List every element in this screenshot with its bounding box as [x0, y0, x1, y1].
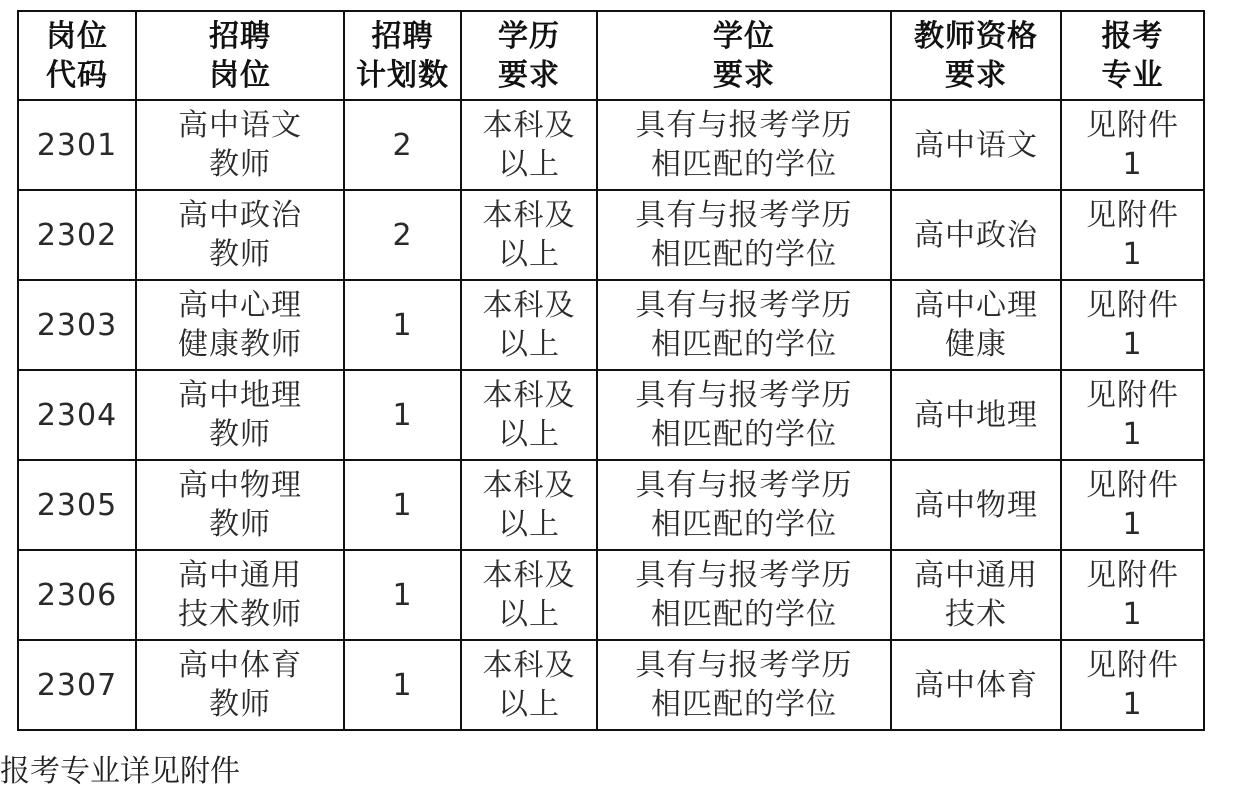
cell-text-line: 教师 [209, 237, 271, 272]
cell-plan-count [344, 280, 461, 370]
table-row [18, 280, 1204, 370]
cell-text-line: 高中通用 [178, 558, 302, 593]
cell-text-line: 1 [1122, 147, 1143, 182]
cell-text-line: 报考 [1101, 18, 1164, 54]
cell-text-line: 2305 [36, 487, 118, 523]
cell-plan-count [344, 100, 461, 190]
cell-text-line: 本科及 [482, 108, 576, 143]
cell-position [136, 640, 344, 730]
cell-position [136, 460, 344, 550]
cell-text-line: 岗位 [209, 57, 271, 93]
cell-text-line: 见附件 [1086, 288, 1179, 323]
cell-teacher-cert [891, 640, 1061, 730]
cell-code [18, 280, 136, 370]
cell-text-line: 技术教师 [178, 597, 302, 632]
cell-teacher-cert [891, 460, 1061, 550]
cell-text-line: 具有与报考学历 [635, 558, 853, 593]
cell-text-line: 以上 [498, 237, 560, 272]
cell-text-line: 本科及 [482, 198, 576, 233]
cell-code [18, 460, 136, 550]
cell-text-line: 2304 [36, 397, 118, 433]
cell-position [136, 280, 344, 370]
cell-degree [597, 190, 891, 280]
cell-degree [597, 280, 891, 370]
cell-text-line: 本科及 [482, 288, 576, 323]
cell-teacher-cert [891, 100, 1061, 190]
cell-major [1061, 550, 1204, 640]
cell-text-line: 1 [392, 577, 413, 613]
cell-text-line: 具有与报考学历 [635, 378, 853, 413]
cell-education [461, 190, 597, 280]
cell-text-line: 健康教师 [178, 327, 302, 362]
cell-position [136, 100, 344, 190]
cell-text-line: 相匹配的学位 [651, 507, 837, 542]
cell-teacher-cert [891, 550, 1061, 640]
cell-teacher-cert [891, 190, 1061, 280]
cell-text-line: 教师 [209, 687, 271, 722]
cell-text-line: 1 [1122, 687, 1143, 722]
cell-text-line: 相匹配的学位 [651, 327, 837, 362]
cell-text-line: 教师 [209, 147, 271, 182]
cell-degree [597, 100, 891, 190]
cell-text-line: 本科及 [482, 378, 576, 413]
cell-major [1061, 460, 1204, 550]
cell-code [18, 640, 136, 730]
cell-text-line: 1 [392, 307, 413, 343]
cell-text-line: 代码 [46, 57, 108, 93]
table-row [18, 640, 1204, 730]
cell-text-line: 见附件 [1086, 558, 1179, 593]
recruitment-table [17, 10, 1205, 731]
cell-text-line: 学历 [498, 18, 560, 54]
cell-text-line: 高中体育 [178, 648, 302, 683]
cell-text-line: 1 [1122, 597, 1143, 632]
cell-text-line: 以上 [498, 597, 560, 632]
cell-text-line: 招聘 [209, 18, 271, 54]
cell-education [461, 100, 597, 190]
table-row [18, 190, 1204, 280]
cell-text-line: 高中通用 [914, 558, 1038, 593]
cell-text-line: 高中体育 [914, 667, 1038, 703]
cell-text-line: 健康 [945, 327, 1007, 362]
cell-text-line: 教师 [209, 417, 271, 452]
cell-plan-count [344, 550, 461, 640]
cell-text-line: 2 [392, 127, 413, 163]
cell-position [136, 550, 344, 640]
cell-text-line: 具有与报考学历 [635, 198, 853, 233]
cell-text-line: 以上 [498, 507, 560, 542]
header-degree [597, 11, 891, 100]
cell-text-line: 2302 [36, 217, 118, 253]
cell-teacher-cert [891, 370, 1061, 460]
cell-text-line: 2 [392, 217, 413, 253]
cell-education [461, 550, 597, 640]
cell-text-line: 要求 [713, 57, 775, 93]
header-education [461, 11, 597, 100]
cell-text-line: 高中政治 [178, 198, 302, 233]
cell-text-line: 相匹配的学位 [651, 237, 837, 272]
cell-text-line: 本科及 [482, 468, 576, 503]
cell-text-line: 高中地理 [914, 397, 1038, 433]
cell-text-line: 教师资格 [914, 18, 1038, 54]
cell-text-line: 相匹配的学位 [651, 597, 837, 632]
cell-text-line: 具有与报考学历 [635, 468, 853, 503]
cell-text-line: 1 [392, 397, 413, 433]
cell-code [18, 550, 136, 640]
cell-text-line: 技术 [945, 597, 1007, 632]
table-row [18, 100, 1204, 190]
cell-major [1061, 370, 1204, 460]
cell-code [18, 190, 136, 280]
cell-text-line: 要求 [945, 57, 1007, 93]
header-teacher-cert [891, 11, 1061, 100]
cell-text-line: 高中地理 [178, 378, 302, 413]
cell-plan-count [344, 370, 461, 460]
cell-text-line: 以上 [498, 687, 560, 722]
cell-text-line: 2303 [36, 307, 118, 343]
cell-major [1061, 640, 1204, 730]
cell-teacher-cert [891, 280, 1061, 370]
cell-text-line: 相匹配的学位 [651, 147, 837, 182]
cell-text-line: 具有与报考学历 [635, 648, 853, 683]
table-row [18, 460, 1204, 550]
cell-text-line: 要求 [498, 57, 560, 93]
cell-code [18, 100, 136, 190]
cell-text-line: 见附件 [1086, 198, 1179, 233]
cell-text-line: 计划数 [356, 57, 449, 93]
cell-plan-count [344, 640, 461, 730]
cell-text-line: 本科及 [482, 648, 576, 683]
cell-text-line: 具有与报考学历 [635, 288, 853, 323]
cell-text-line: 以上 [498, 327, 560, 362]
cell-text-line: 岗位 [46, 18, 108, 54]
table-row [18, 550, 1204, 640]
cell-major [1061, 190, 1204, 280]
table-body [18, 100, 1204, 730]
header-position [136, 11, 344, 100]
cell-text-line: 高中语文 [178, 108, 302, 143]
cell-text-line: 本科及 [482, 558, 576, 593]
cell-text-line: 高中语文 [914, 127, 1038, 163]
cell-text-line: 2306 [36, 577, 118, 613]
cell-degree [597, 640, 891, 730]
cell-text-line: 以上 [498, 417, 560, 452]
cell-text-line: 1 [1122, 507, 1143, 542]
cell-text-line: 高中心理 [178, 288, 302, 323]
cell-text-line: 见附件 [1086, 468, 1179, 503]
cell-major [1061, 100, 1204, 190]
cell-text-line: 2307 [36, 667, 118, 703]
cell-position [136, 370, 344, 460]
cell-text-line: 2301 [36, 127, 118, 163]
cell-text-line: 见附件 [1086, 108, 1179, 143]
cell-text-line: 1 [1122, 327, 1143, 362]
cell-degree [597, 370, 891, 460]
cell-text-line: 招聘 [371, 18, 434, 54]
cell-code [18, 370, 136, 460]
cell-text-line: 1 [392, 667, 413, 703]
cell-text-line: 高中物理 [914, 487, 1038, 523]
cell-text-line: 学位 [713, 18, 775, 54]
table-row [18, 370, 1204, 460]
cell-text-line: 高中物理 [178, 468, 302, 503]
cell-text-line: 相匹配的学位 [651, 687, 837, 722]
cell-education [461, 370, 597, 460]
cell-text-line: 1 [1122, 237, 1143, 272]
cell-text-line: 以上 [498, 147, 560, 182]
header-plan-count [344, 11, 461, 100]
cell-text-line: 专业 [1101, 57, 1164, 93]
cell-plan-count [344, 190, 461, 280]
cell-degree [597, 460, 891, 550]
header-major [1061, 11, 1204, 100]
cell-position [136, 190, 344, 280]
cell-text-line: 相匹配的学位 [651, 417, 837, 452]
cell-text-line: 见附件 [1086, 648, 1179, 683]
cell-education [461, 640, 597, 730]
cell-education [461, 280, 597, 370]
cell-text-line: 见附件 [1086, 378, 1179, 413]
cell-degree [597, 550, 891, 640]
cell-education [461, 460, 597, 550]
cell-major [1061, 280, 1204, 370]
cell-text-line: 1 [392, 487, 413, 523]
cell-text-line: 1 [1122, 417, 1143, 452]
cell-text-line: 具有与报考学历 [635, 108, 853, 143]
cell-plan-count [344, 460, 461, 550]
cell-text-line: 高中心理 [914, 288, 1038, 323]
cell-text-line: 高中政治 [914, 217, 1038, 253]
table-header-row [18, 11, 1204, 100]
cell-text-line: 教师 [209, 507, 271, 542]
header-code [18, 11, 136, 100]
footnote-text: 报考专业详见附件 [0, 754, 240, 789]
